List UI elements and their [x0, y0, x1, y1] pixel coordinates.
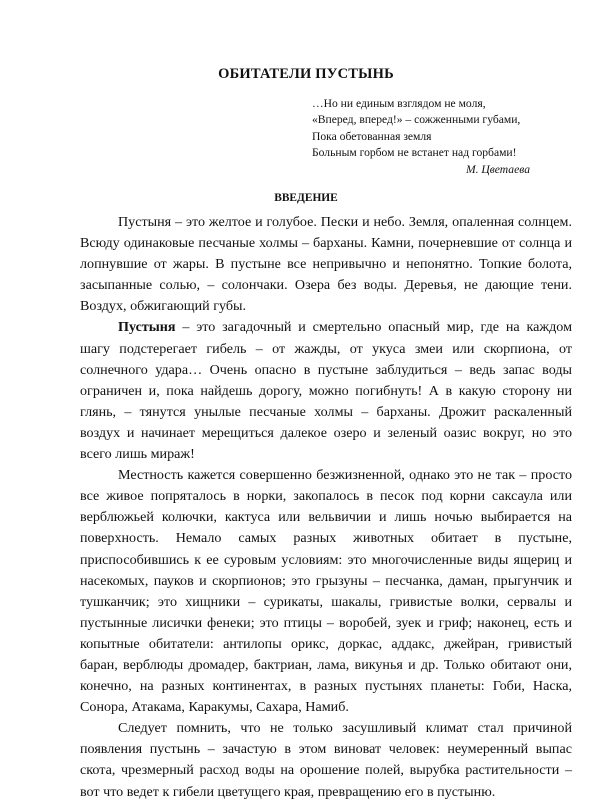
document-title: ОБИТАТЕЛИ ПУСТЫНЬ: [218, 66, 394, 82]
paragraph-3: [80, 465, 572, 718]
paragraph-1: [80, 212, 572, 317]
paragraph-text: Следует помнить, что не только засушливый климат стал причиной появления пустынь – зачастую в этом виноват человек: неумеренный выпас скота, чрезмерный расход воды на орошение полей, вырубка растительности – вот что ведет к гибели цветущего края, превращению его в пустыню.: [80, 720, 572, 800]
paragraph-4: [80, 718, 572, 802]
section-heading: ВВЕДЕНИЕ: [274, 192, 338, 204]
epigraph-line: Больным горбом не встанет над горбами!: [312, 146, 517, 160]
paragraph-text: – это загадочный и смертельно опасный мир, где на каждом шагу подстерегает гибель – от жажды, от укуса змеи или скорпиона, от солнечного удара… Очень опасно в пустыне заблудиться – ведь запас воды ограничен и, пока найдешь дорогу, можно погибнуть! А в какую сторону ни глянь, – тянутся унылые песчаные холмы – барханы. Дрожит раскаленный воздух и начинает мерещиться далекое озеро и зеленый оазис вокруг, но это всего лишь мираж!: [80, 319, 572, 463]
paragraph-text: Местность кажется совершенно безжизненной, однако это не так – просто все живое попряталось в норки, закопалось в песок под корни саксаула или верблюжьей колючки, кактуса или вельвичии и лишь ночью выбирается на поверхность. Немало самых разных животных обитает в пустыне, приспособившись к ее суровым условиям: это многочисленные виды ящериц и насекомых, пауков и скорпионов; это грызуны – песчанка, даман, прыгунчик и тушканчик; это хищники – сурикаты, шакалы, гривистые волки, сервалы и пустынные лисички фенеки; это птицы – воробей, зуек и гриф; наконец, есть и копытные обитатели: антилопы орикс, доркас, аддакс, джейран, гривистый баран, верблюды дромадер, бактриан, лама, викунья и др. Только обитают они, конечно, на разных континентах, в разных пустынях планеты: Гоби, Наска, Сонора, Атакама, Каракумы, Сахара, Намиб.: [80, 467, 572, 716]
paragraph-lead: Пустыня: [118, 319, 176, 336]
paragraph-text: Пустыня – это желтое и голубое. Пески и небо. Земля, опаленная солнцем. Всюду одинаковые песчаные холмы – барханы. Камни, почерневшие от солнца и лопнувшие от жары. В пустыне все непривычно и непонятно. Топкие болота, засыпанные солью, – солончаки. Озера без воды. Деревья, не дающие тени. Воздух, обжигающий губы.: [80, 214, 572, 315]
epigraph: [312, 96, 552, 178]
epigraph-line: …Но ни единым взглядом не моля,: [312, 97, 486, 110]
paragraph-2: [80, 317, 572, 465]
epigraph-line: «Вперед, вперед!» – сожженными губами,: [312, 113, 521, 127]
epigraph-line: Пока обетованная земля: [312, 129, 432, 143]
body-text: [80, 212, 572, 803]
epigraph-author: М. Цветаева: [465, 162, 530, 176]
